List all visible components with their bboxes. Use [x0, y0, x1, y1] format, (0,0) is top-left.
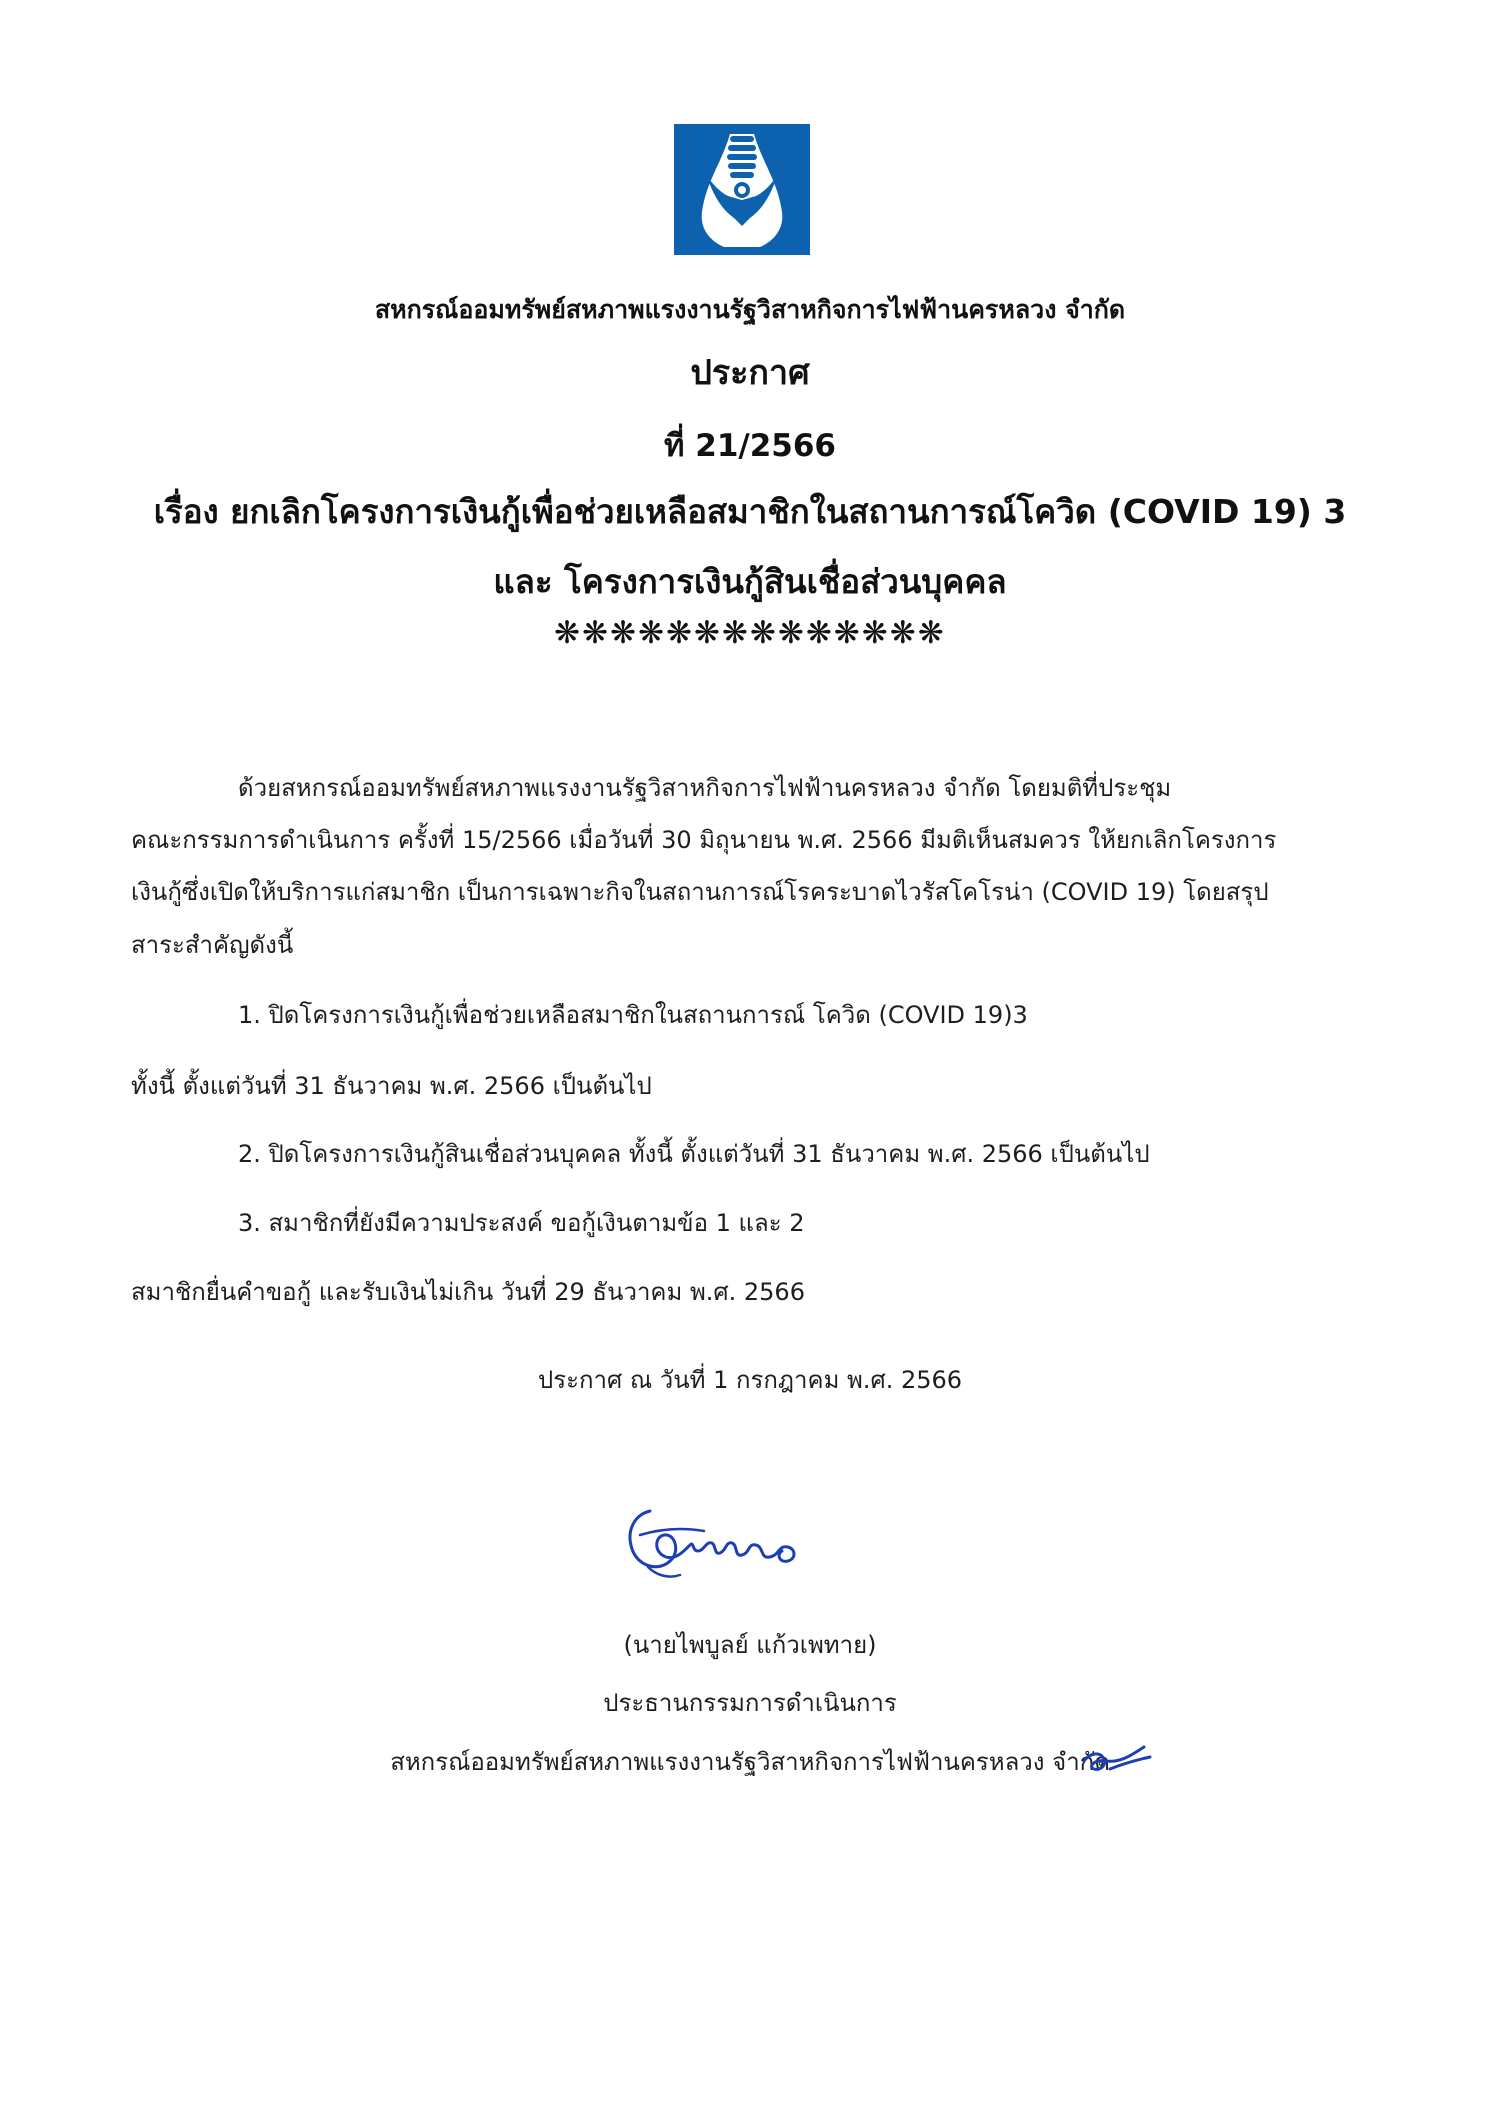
- paragraph-line: คณะกรรมการดำเนินการ ครั้งที่ 15/2566 เมื่อวันที่ 30 มิถุนายน พ.ศ. 2566 มีมติเห็นสมควร ให้ยกเลิกโครงการ: [131, 826, 1277, 854]
- signatory-position: ประธานกรรมการดำเนินการ: [603, 1689, 897, 1717]
- subject-line-2: และ โครงการเงินกู้สินเชื่อส่วนบุคคล: [493, 562, 1007, 601]
- subject-line-1: เรื่อง ยกเลิกโครงการเงินกู้เพื่อช่วยเหลือสมาชิกในสถานการณ์โควิด (COVID 19) 3: [153, 492, 1347, 531]
- item-3-line-1: 3. สมาชิกที่ยังมีความประสงค์ ขอกู้เงินตามข้อ 1 และ 2: [238, 1209, 805, 1237]
- item-1-line-2: ทั้งนี้ ตั้งแต่วันที่ 31 ธันวาคม พ.ศ. 2566 เป็นต้นไป: [131, 1072, 652, 1100]
- announcement-date: ประกาศ ณ วันที่ 1 กรกฎาคม พ.ศ. 2566: [537, 1366, 963, 1394]
- announcement-title: ประกาศ: [690, 353, 810, 393]
- handwritten-signature-icon: [620, 1505, 805, 1585]
- announcement-number: ที่ 21/2566: [664, 428, 836, 464]
- cooperative-logo-icon: [672, 122, 812, 257]
- paragraph-line: เงินกู้ซึ่งเปิดให้บริการแก่สมาชิก เป็นการเฉพาะกิจในสถานการณ์โรคระบาดไวรัสโคโรน่า (COVID 19) โดยสรุป: [131, 878, 1269, 906]
- paragraph-line: สาระสำคัญดังนี้: [131, 931, 294, 959]
- paragraph-line: ด้วยสหกรณ์ออมทรัพย์สหภาพแรงงานรัฐวิสาหกิจการไฟฟ้านครหลวง จำกัด โดยมติที่ประชุม: [238, 774, 1172, 802]
- item-1-line-1: 1. ปิดโครงการเงินกู้เพื่อช่วยเหลือสมาชิกในสถานการณ์ โควิด (COVID 19)3: [238, 1001, 1028, 1029]
- signatory-name: (นายไพบูลย์ แก้วเพทาย): [623, 1631, 877, 1659]
- star-divider: ❋❋❋❋❋❋❋❋❋❋❋❋❋❋: [554, 615, 946, 651]
- handwritten-initial-icon: [1080, 1735, 1155, 1780]
- organization-name: สหกรณ์ออมทรัพย์สหภาพแรงงานรัฐวิสาหกิจการไฟฟ้านครหลวง จำกัด: [374, 295, 1126, 324]
- signatory-organization: สหกรณ์ออมทรัพย์สหภาพแรงงานรัฐวิสาหกิจการไฟฟ้านครหลวง จำกัด: [390, 1748, 1110, 1776]
- item-2: 2. ปิดโครงการเงินกู้สินเชื่อส่วนบุคคล ทั้งนี้ ตั้งแต่วันที่ 31 ธันวาคม พ.ศ. 2566 เป็นต้นไป: [238, 1140, 1150, 1168]
- item-3-line-2: สมาชิกยื่นคำขอกู้ และรับเงินไม่เกิน วันที่ 29 ธันวาคม พ.ศ. 2566: [131, 1278, 805, 1306]
